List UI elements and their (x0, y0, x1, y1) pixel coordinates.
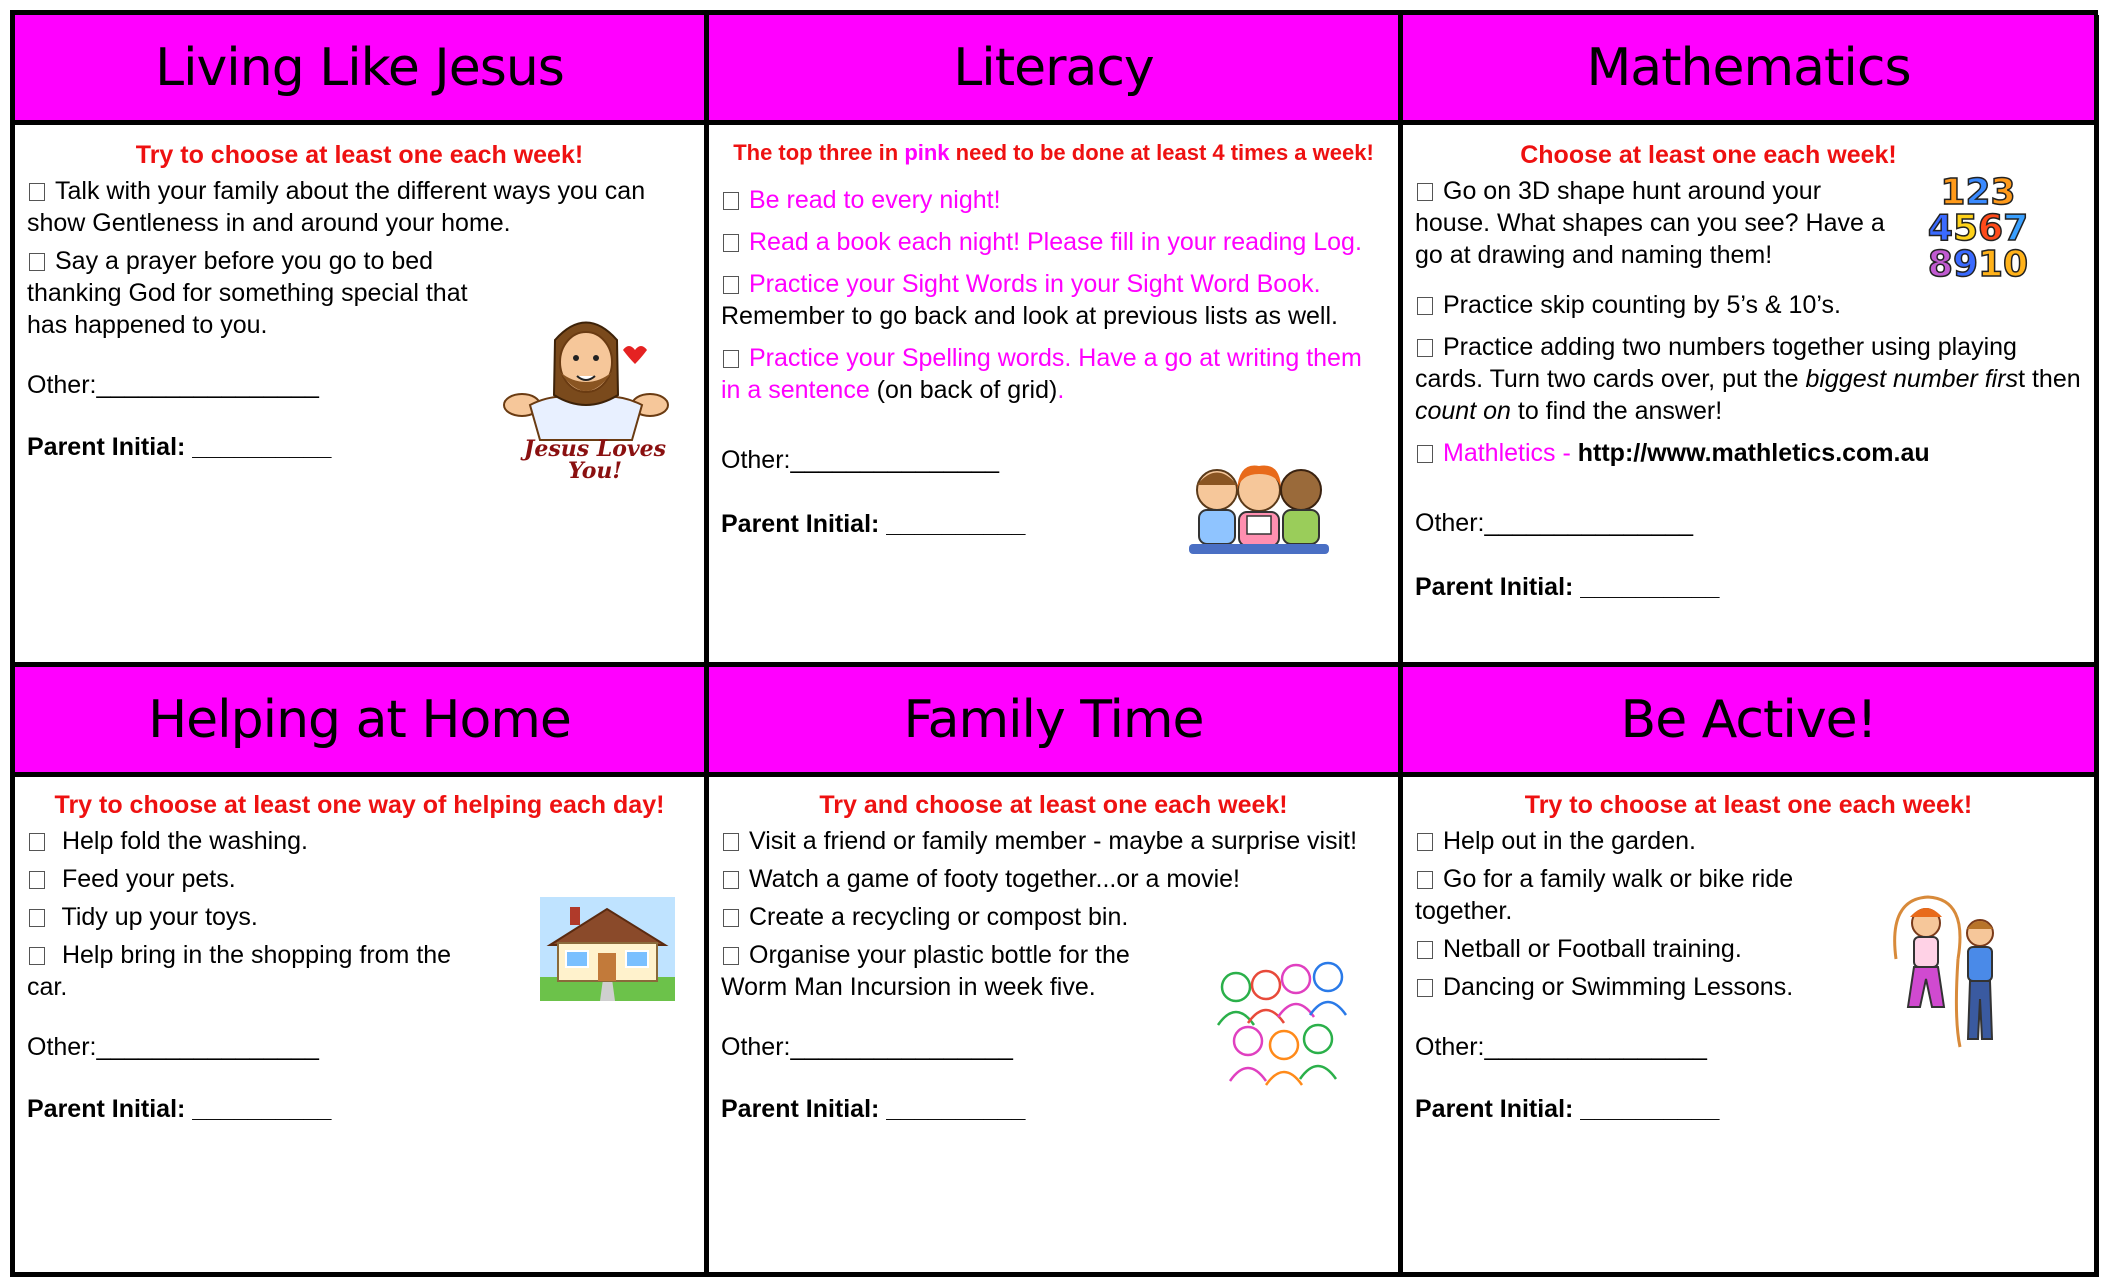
mathletics-link[interactable]: http://www.mathletics.com.au (1577, 439, 1930, 467)
header-literacy (709, 15, 1403, 125)
checkbox[interactable] (1417, 871, 1433, 889)
checkbox[interactable] (29, 947, 45, 965)
other-field[interactable]: Other:________________ (721, 1033, 1013, 1061)
checkbox[interactable] (723, 234, 739, 252)
parent-initial-field[interactable]: Parent Initial: __________ (27, 1095, 332, 1123)
section-be-active (1403, 777, 2099, 1277)
image-caption: Jesus Loves (523, 436, 667, 462)
item-text: Practice skip counting by 5’s & 10’s. (1443, 291, 1841, 319)
checkbox[interactable] (723, 833, 739, 851)
checkbox[interactable] (1417, 183, 1433, 201)
item-text: Help out in the garden. (1443, 827, 1696, 855)
image-caption: You! (567, 458, 623, 484)
section-title: Helping at Home (148, 689, 571, 750)
other-field[interactable]: Other:_______________ (1415, 509, 1694, 537)
other-field[interactable]: Other:________________ (27, 1033, 319, 1061)
item-text: Talk with your family about the different ways you can show Gentleness in and around your home. (27, 177, 646, 237)
item-text: Practice adding two numbers together using playing cards. Turn two cards over, put the (1415, 333, 2017, 393)
skipping-children-image (1888, 889, 2008, 1049)
section-title: Literacy (953, 37, 1154, 98)
item-text: count on (1415, 397, 1511, 425)
other-field[interactable]: Other:_______________ (721, 446, 1000, 474)
checkbox[interactable] (1417, 941, 1433, 959)
section-instruction: Choose at least one each week! (1520, 141, 1897, 169)
number-glyph: 3 (1990, 172, 2016, 213)
checklist-item[interactable] (1415, 863, 1885, 927)
section-helping-at-home (15, 777, 709, 1277)
checklist-item[interactable] (1415, 289, 2082, 321)
item-text: . (1057, 376, 1065, 404)
instruction-text: need to be done at least 4 times a week! (949, 140, 1374, 165)
instruction-text: The top three in (733, 140, 905, 165)
number-glyph: 1 (1940, 172, 1966, 213)
header-living-like-jesus (15, 15, 709, 125)
section-living-like-jesus (15, 125, 709, 667)
item-text: Dancing or Swimming Lessons. (1443, 973, 1794, 1001)
item-text: Watch a game of footy together...or a movie! (749, 865, 1240, 893)
checkbox[interactable] (1417, 445, 1433, 463)
item-text: to find the answer! (1510, 397, 1723, 425)
section-instruction (721, 139, 1386, 166)
jump-rope-kids-icon (1888, 889, 2008, 1049)
number-glyph: 5 (1952, 208, 1978, 249)
number-glyph: 10 (1978, 244, 2029, 285)
checkbox[interactable] (29, 253, 45, 271)
item-text: Read a book each night! Please fill in your reading Log. (749, 228, 1362, 256)
section-title: Be Active! (1620, 689, 1877, 750)
item-text: Help fold the washing. (61, 827, 308, 855)
section-instruction: Try to choose at least one way of helping each day! (54, 791, 665, 819)
checkbox[interactable] (1417, 339, 1433, 357)
item-text: biggest number firs (1805, 365, 2019, 393)
item-text: (on back of grid) (869, 376, 1058, 404)
homework-grid-sheet (10, 10, 2098, 1174)
house-icon (540, 897, 675, 1001)
jesus-image (500, 310, 675, 495)
checklist-item[interactable] (27, 245, 497, 341)
checkbox[interactable] (1417, 979, 1433, 997)
parent-initial-field[interactable]: Parent Initial: __________ (27, 433, 332, 461)
parent-initial-field[interactable]: Parent Initial: __________ (1415, 573, 1720, 601)
checklist-item[interactable] (721, 825, 1386, 857)
parent-initial-field[interactable]: Parent Initial: __________ (1415, 1095, 1720, 1123)
item-text: Remember to go back and look at previous lists as well. (721, 302, 1338, 330)
number-glyph: 7 (2003, 208, 2029, 249)
children-reading-icon (1189, 460, 1329, 555)
checkbox[interactable] (723, 909, 739, 927)
checklist-item[interactable] (1415, 175, 1885, 271)
section-title: Mathematics (1586, 37, 1911, 98)
item-text: Say a prayer before you go to bed thanking God for something special that has happened to you. (27, 247, 468, 339)
checkbox[interactable] (29, 909, 45, 927)
checklist-item[interactable] (27, 939, 497, 1003)
item-text: Mathletics - (1443, 439, 1578, 467)
header-helping-at-home (15, 667, 709, 777)
number-glyph: 8 (1927, 244, 1953, 285)
checklist-item[interactable] (1415, 437, 2082, 469)
family-faces-icon (1214, 955, 1349, 1090)
item-text: Organise your plastic bottle for the Worm Man Incursion in week five. (721, 941, 1130, 1001)
checklist-item[interactable] (721, 863, 1386, 895)
checkbox[interactable] (723, 350, 739, 368)
parent-initial-field[interactable]: Parent Initial: __________ (721, 510, 1026, 538)
checklist-item[interactable] (27, 175, 692, 239)
header-mathematics (1403, 15, 2099, 125)
checklist-item[interactable] (27, 863, 692, 895)
item-text: Practice your Sight Words in your Sight Word Book. (749, 270, 1321, 298)
item-text: Feed your pets. (61, 865, 236, 893)
checklist-item[interactable] (721, 901, 1386, 933)
other-field[interactable]: Other:________________ (1415, 1033, 1707, 1061)
house-image (540, 897, 675, 1001)
item-text: Tidy up your toys. (61, 903, 258, 931)
checklist-item[interactable] (721, 268, 1386, 332)
checkbox[interactable] (723, 192, 739, 210)
checkbox[interactable] (29, 183, 45, 201)
checkbox[interactable] (723, 276, 739, 294)
section-literacy (709, 125, 1403, 667)
item-text: Practice your Spelling words. Have a go at writing them in a sentence (721, 344, 1362, 404)
item-text: Create a recycling or compost bin. (749, 903, 1129, 931)
homework-grid (10, 10, 2098, 1277)
checklist-item[interactable] (721, 184, 1386, 216)
number-glyph: 2 (1965, 172, 1991, 213)
checklist-item[interactable] (27, 825, 692, 857)
checklist-item[interactable] (1415, 331, 2082, 427)
section-title: Family Time (903, 689, 1204, 750)
item-text: Help bring in the shopping from the car. (27, 941, 452, 1001)
checklist-item[interactable] (721, 342, 1386, 406)
item-text: Netball or Football training. (1443, 935, 1742, 963)
section-instruction: Try and choose at least one each week! (819, 791, 1288, 819)
checkbox[interactable] (723, 947, 739, 965)
other-field[interactable]: Other:________________ (27, 371, 319, 399)
section-mathematics (1403, 125, 2099, 667)
section-instruction: Try to choose at least one each week! (135, 141, 584, 169)
checkbox[interactable] (1417, 297, 1433, 315)
parent-initial-field[interactable]: Parent Initial: __________ (721, 1095, 1026, 1123)
header-be-active (1403, 667, 2099, 777)
checkbox[interactable] (29, 871, 45, 889)
item-text: Visit a friend or family member - maybe a surprise visit! (749, 827, 1358, 855)
checklist-item[interactable] (721, 226, 1386, 258)
number-glyph: 4 (1927, 208, 1953, 249)
family-faces-image (1214, 955, 1349, 1090)
header-family-time (709, 667, 1403, 777)
checklist-item[interactable] (721, 939, 1171, 1003)
number-glyph: 9 (1952, 244, 1978, 285)
item-text: Go on 3D shape hunt around your house. What shapes can you see? Have a go at drawing and naming them! (1415, 177, 1885, 269)
checkbox[interactable] (29, 833, 45, 851)
numbers-image (1903, 172, 2053, 285)
checklist-item[interactable] (1415, 825, 2082, 857)
item-text: t then (2018, 365, 2081, 393)
section-title: Living Like Jesus (155, 37, 564, 98)
number-glyph: 6 (1978, 208, 2004, 249)
section-family-time (709, 777, 1403, 1277)
checkbox[interactable] (723, 871, 739, 889)
instruction-pink-word: pink (904, 140, 950, 165)
item-text: Go for a family walk or bike ride together. (1415, 865, 1794, 925)
reading-children-image (1189, 460, 1329, 555)
checkbox[interactable] (1417, 833, 1433, 851)
item-text: Be read to every night! (749, 186, 1001, 214)
section-instruction: Try to choose at least one each week! (1524, 791, 1973, 819)
